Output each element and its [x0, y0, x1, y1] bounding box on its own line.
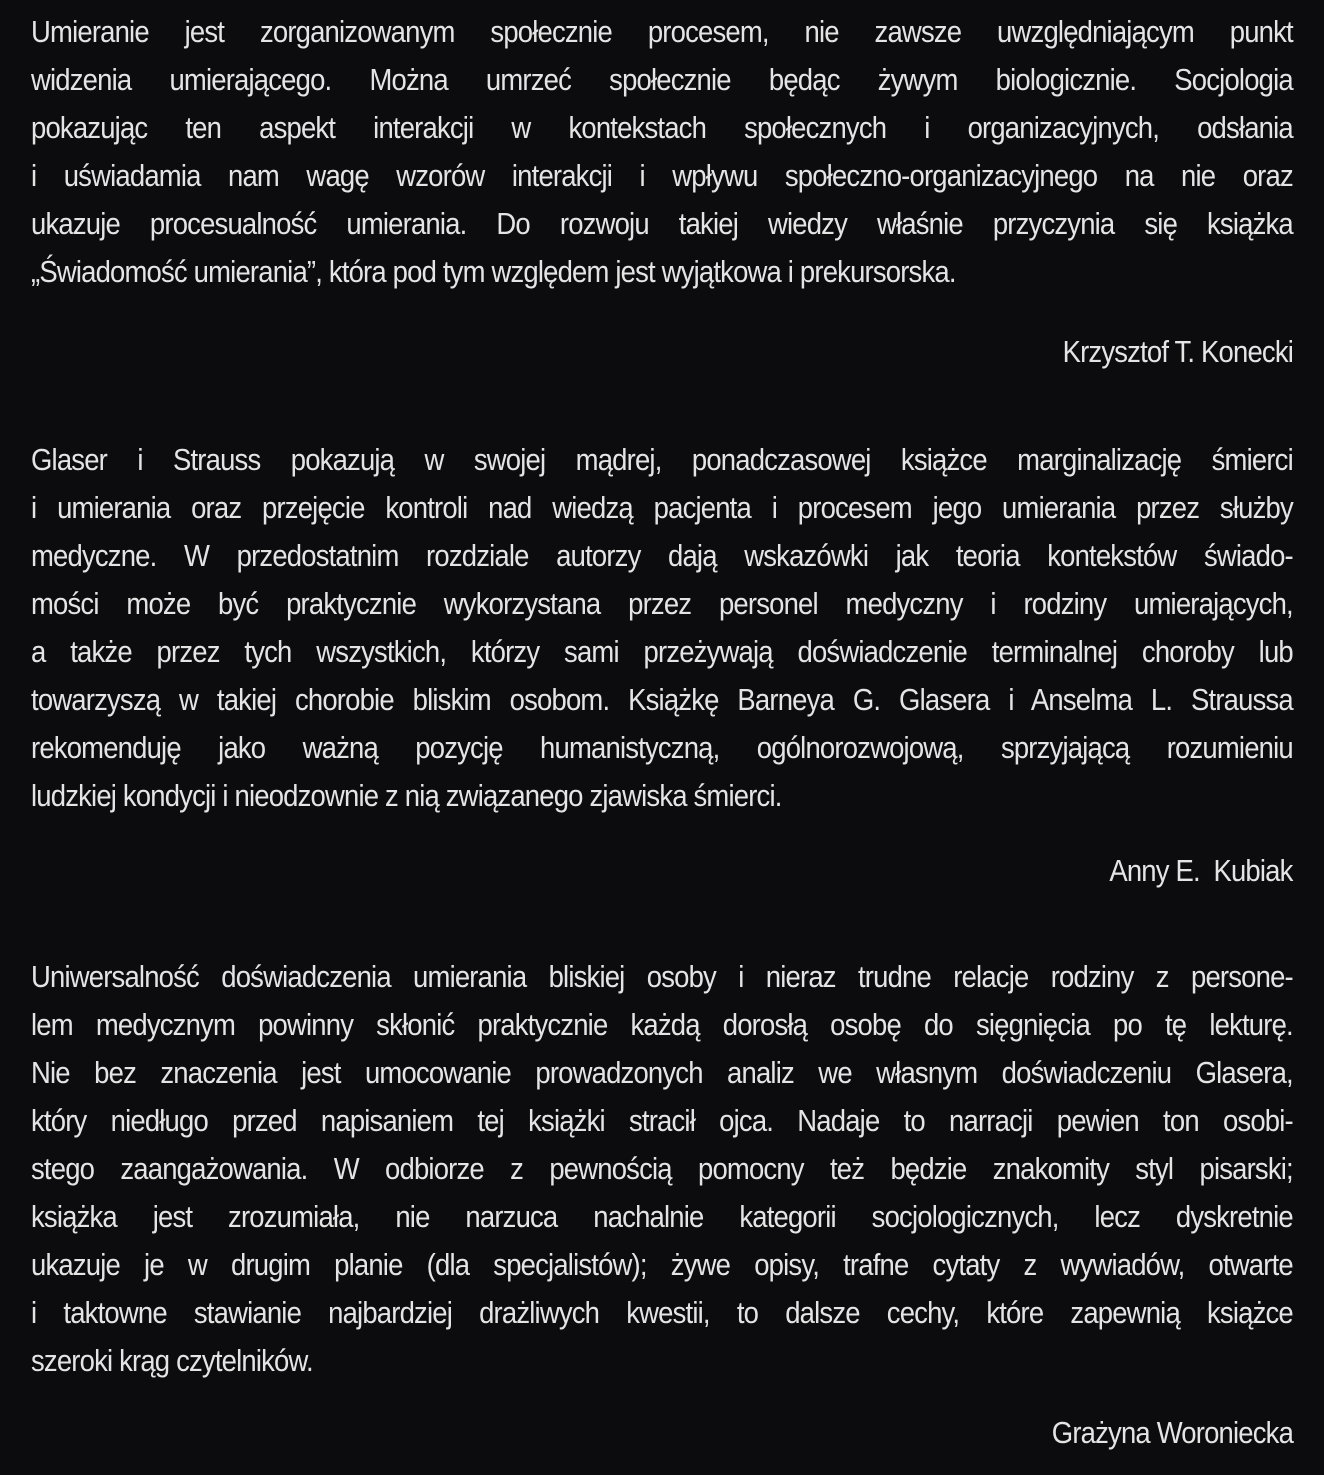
review-line: Nie bez znaczenia jest umocowanie prowadzonych analiz we własnym doświadczeniu Glasera,: [31, 1056, 1293, 1090]
review-line: mości może być praktycznie wykorzystana przez personel medyczny i rodziny umierających,: [31, 587, 1293, 621]
review-line: widzenia umierającego. Można umrzeć społecznie będąc żywym biologicznie. Socjologia: [31, 63, 1293, 97]
review-line: a także przez tych wszystkich, którzy sami przeżywają doświadczenie terminalnej choroby lub: [31, 635, 1293, 669]
review-line: szeroki krąg czytelników.: [31, 1344, 313, 1378]
review-kubiak: [31, 436, 1293, 820]
review-line: książka jest zrozumiała, nie narzuca nachalnie kategorii socjologicznych, lecz dyskretnie: [31, 1200, 1293, 1234]
review-line: towarzyszą w takiej chorobie bliskim osobom. Książkę Barneya G. Glasera i Anselma L. Straussa: [31, 683, 1293, 717]
review-line: Glaser i Strauss pokazują w swojej mądrej, ponadczasowej książce marginalizację śmierci: [31, 443, 1293, 477]
review-line: lem medycznym powinny skłonić praktycznie każdą dorosłą osobę do sięgnięcia po tę lekturę.: [31, 1008, 1293, 1042]
review-line: i umierania oraz przejęcie kontroli nad wiedzą pacjenta i procesem jego umierania przez służby: [31, 491, 1293, 525]
review-author: Krzysztof T. Konecki: [1062, 335, 1293, 369]
review-author: Anny E. Kubiak: [1109, 854, 1293, 888]
review-line: i taktowne stawianie najbardziej drażliwych kwestii, to dalsze cechy, które zapewnią książce: [31, 1296, 1293, 1330]
review-line: ludzkiej kondycji i nieodzownie z nią związanego zjawiska śmierci.: [31, 779, 782, 813]
review-line: pokazując ten aspekt interakcji w kontekstach społecznych i organizacyjnych, odsłania: [31, 111, 1293, 145]
review-woroniecka: [31, 953, 1293, 1385]
review-line: i uświadamia nam wagę wzorów interakcji i wpływu społeczno-organizacyjnego na nie oraz: [31, 159, 1293, 193]
review-line: „Świadomość umierania”, która pod tym względem jest wyjątkowa i prekursorska.: [31, 255, 956, 289]
review-line: stego zaangażowania. W odbiorze z pewnością pomocny też będzie znakomity styl pisarski;: [31, 1152, 1293, 1186]
review-line: który niedługo przed napisaniem tej książki stracił ojca. Nadaje to narracji pewien ton osobi-: [31, 1104, 1293, 1138]
review-author: Grażyna Woroniecka: [1051, 1416, 1293, 1450]
review-line: ukazuje je w drugim planie (dla specjalistów); żywe opisy, trafne cytaty z wywiadów, otwarte: [31, 1248, 1293, 1282]
review-line: rekomenduję jako ważną pozycję humanistyczną, ogólnorozwojową, sprzyjającą rozumieniu: [31, 731, 1293, 765]
review-line: medyczne. W przedostatnim rozdziale autorzy dają wskazówki jak teoria kontekstów świado-: [31, 539, 1293, 573]
review-konecki: [31, 8, 1293, 296]
review-line: Uniwersalność doświadczenia umierania bliskiej osoby i nieraz trudne relacje rodziny z persone-: [31, 960, 1293, 994]
review-line: ukazuje procesualność umierania. Do rozwoju takiej wiedzy właśnie przyczynia się książka: [31, 207, 1293, 241]
review-line: Umieranie jest zorganizowanym społecznie procesem, nie zawsze uwzględniającym punkt: [31, 15, 1293, 49]
